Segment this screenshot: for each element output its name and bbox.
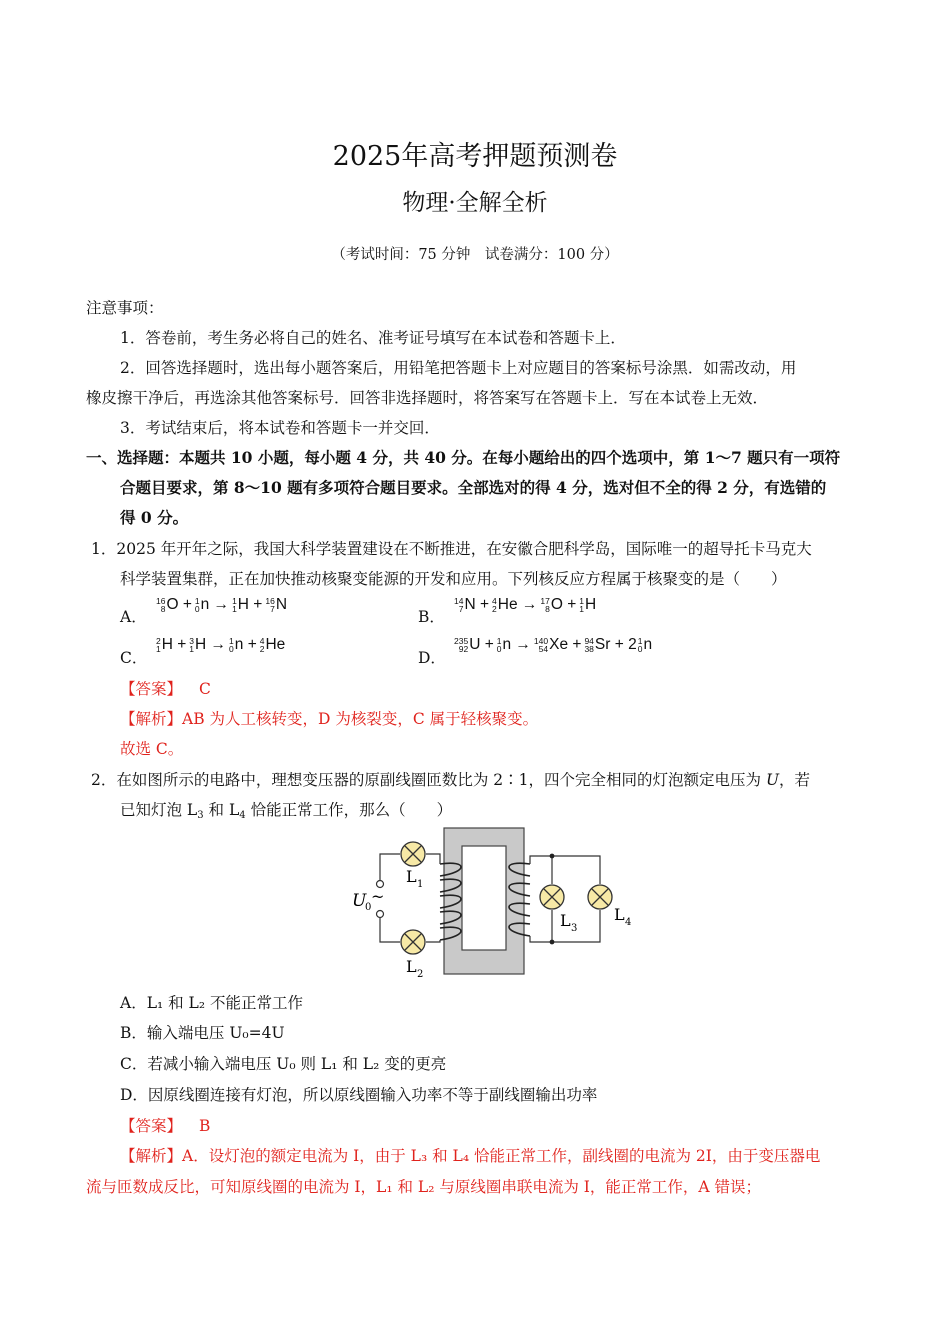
q2-stem-sub-4: 4 <box>239 810 246 821</box>
q2-stem-var-u: U <box>765 771 780 789</box>
q1-analysis-text: AB 为人工核转变，D 为核裂变，C 属于轻核聚变。 <box>182 710 539 728</box>
q2-answer-value: B <box>198 1117 211 1135</box>
q1-conclusion: 故选 C。 <box>120 740 184 758</box>
section-1-line-3: 得 0 分。 <box>120 508 189 527</box>
label-l4-sub: 4 <box>625 917 632 928</box>
q1-option-a-label: A． <box>120 608 147 626</box>
q1-answer-value: C <box>198 680 211 698</box>
q2-analysis-line-2: 流与匝数成反比，可知原线圈的电流为 I，L₁ 和 L₂ 与原线圈串联电流为 I，能正常工作，A 错误； <box>86 1178 762 1196</box>
label-l1: L <box>406 867 417 886</box>
section-1-line-2: 合题目要求，第 8～10 题有多项符合题目要求。全部选对的得 4 分，选对但不全的得 2 分，有选错的 <box>120 478 827 497</box>
q2-analysis-label: 【解析】 <box>120 1147 183 1165</box>
note-item-3: 3．考试结束后，将本试卷和答题卡一并交回． <box>120 419 440 437</box>
label-l4: L <box>614 905 625 924</box>
input-voltage-label: U <box>352 891 367 911</box>
note-item-2-line-1: 2．回答选择题时，选出每小题答案后，用铅笔把答题卡上对应题目的答案标号涂黑．如需改动，用 <box>120 359 797 377</box>
label-l3-sub: 3 <box>571 923 578 934</box>
q1-option-b-label: B． <box>418 608 445 626</box>
q2-answer <box>120 1114 210 1136</box>
section-1-line-1: 一、选择题：本题共 10 小题，每小题 4 分，共 40 分。在每小题给出的四个选项中，第 1～7 题只有一项符 <box>86 448 841 467</box>
q1-option-b-equation: 14 7 N + 4 2 He → 17 8 O + 1 1 H <box>454 595 597 614</box>
lamp-l1 <box>401 842 425 866</box>
q1-answer-label: 【答案】 <box>120 680 183 698</box>
lamp-l4 <box>588 885 612 909</box>
q2-stem-line-1-end: ，若 <box>779 771 811 789</box>
q1-answer <box>120 677 211 699</box>
q2-stem-line-2-mid: 和 L <box>203 801 240 819</box>
q2-analysis-line-1 <box>120 1144 820 1166</box>
q1-analysis <box>120 707 538 729</box>
note-item-1: 1．答卷前，考生务必将自己的姓名、准考证号填写在本试卷和答题卡上． <box>120 329 626 347</box>
ac-symbol: ~ <box>371 887 385 906</box>
input-voltage-sub: 0 <box>365 902 372 913</box>
q2-analysis-text-1: A．设灯泡的额定电流为 I，由于 L₃ 和 L₄ 恰能正常工作，副线圈的电流为 2I，由于变压器电 <box>182 1147 821 1165</box>
q2-stem-line-1-text: 2．在如图所示的电路中，理想变压器的原副线圈匝数比为 2∶1，四个完全相同的灯泡额定电压为 <box>91 771 766 789</box>
q1-option-d-label: D． <box>418 649 446 667</box>
q1-option-c-equation: 2 1 H + 3 1 H → 1 0 n + 4 2 He <box>156 635 286 654</box>
lamp-l3 <box>540 885 564 909</box>
label-l2-sub: 2 <box>417 969 424 980</box>
q2-option-c: C．若减小输入端电压 U₀ 则 L₁ 和 L₂ 变的更亮 <box>120 1055 447 1073</box>
transformer-circuit-diagram <box>340 820 660 980</box>
q2-stem-sub-3: 3 <box>197 810 204 821</box>
transformer-core-window <box>462 846 506 950</box>
q2-stem-line-2 <box>120 798 452 821</box>
q2-stem-line-2-text: 已知灯泡 L <box>120 801 198 819</box>
junction-top <box>550 854 555 859</box>
q2-option-b: B．输入端电压 U₀=4U <box>120 1024 285 1042</box>
label-l2: L <box>406 957 417 976</box>
q2-option-a: A．L₁ 和 L₂ 不能正常工作 <box>120 994 303 1012</box>
q1-stem-line-1: 1．2025 年开年之际，我国大科学装置建设在不断推进，在安徽合肥科学岛，国际唯一的超导托卡马克大 <box>91 540 812 558</box>
q2-stem-line-2-end: 恰能正常工作，那么（ ） <box>245 801 453 819</box>
note-item-2-line-2: 橡皮擦干净后，再选涂其他答案标号．回答非选择题时，将答案写在答题卡上．写在本试卷上无效． <box>86 389 769 407</box>
lamp-l2 <box>401 930 425 954</box>
q2-option-d: D．因原线圈连接有灯泡，所以原线圈输入功率不等于副线圈输出功率 <box>120 1086 598 1104</box>
label-l3: L <box>560 911 571 930</box>
q1-stem-line-2: 科学装置集群，正在加快推动核聚变能源的开发和应用。下列核反应方程属于核聚变的是（ ） <box>120 570 787 588</box>
exam-meta: （考试时间：75 分钟 试卷满分：100 分） <box>331 247 619 263</box>
page-title: 2025年高考押题预测卷 <box>332 141 618 172</box>
q1-option-a-equation: 16 8 O + 1 0 n → 1 1 H + 16 7 N <box>156 595 288 614</box>
label-l1-sub: 1 <box>417 879 424 890</box>
junction-bottom <box>550 940 555 945</box>
q1-analysis-label: 【解析】 <box>120 710 183 728</box>
q1-option-d-equation: 235 92 U + 1 0 n → 140 54 Xe + 94 38 Sr + 2 1 0 n <box>454 635 653 654</box>
input-terminal-bottom <box>377 911 384 918</box>
q2-answer-label: 【答案】 <box>120 1117 183 1135</box>
q1-option-c-label: C． <box>120 649 148 667</box>
notes-heading: 注意事项： <box>86 299 164 317</box>
page-subtitle: 物理·全解全析 <box>402 190 548 216</box>
q2-stem-line-1 <box>91 768 810 790</box>
